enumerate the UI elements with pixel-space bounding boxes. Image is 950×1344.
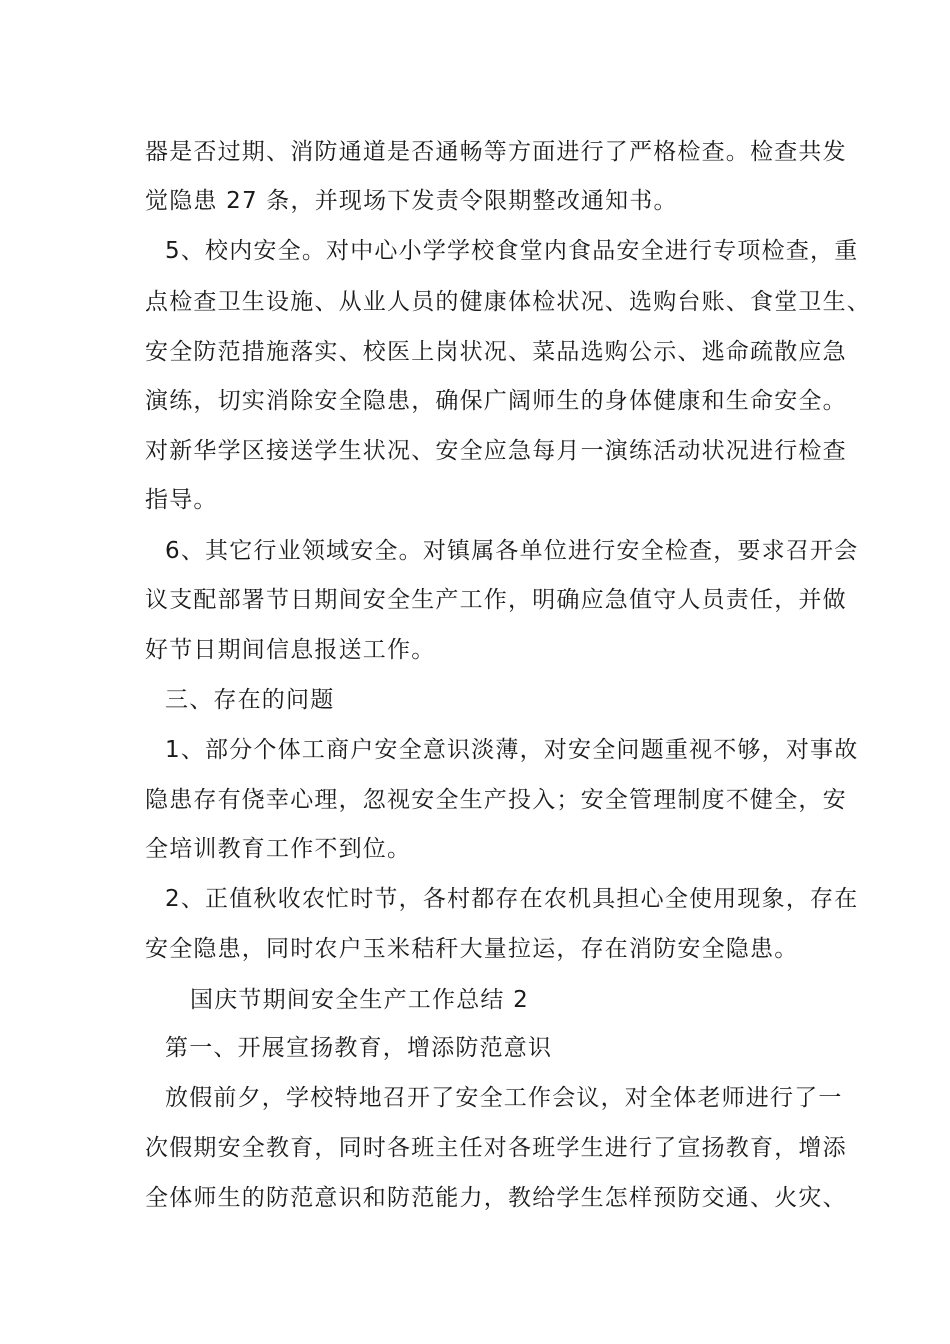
- body-text-line: 全体师生的防范意识和防范能力，教给学生怎样预防交通、火灾、: [145, 1185, 847, 1211]
- body-text-line: 觉隐患 27 条，并现场下发责令限期整改通知书。: [145, 188, 678, 214]
- body-text-line: 议支配部署节日期间安全生产工作，明确应急值守人员责任，并做: [145, 587, 847, 613]
- problem-2-first-line: 2、正值秋收农忙时节，各村都存在农机具担心全使用现象，存在: [165, 886, 859, 912]
- body-text-line: 安全隐患，同时农户玉米秸秆大量拉运，存在消防安全隐患。: [145, 936, 799, 962]
- body-text-line: 次假期安全教育，同时各班主任对各班学生进行了宣扬教育，增添: [145, 1135, 847, 1161]
- paragraph-first-line: 放假前夕，学校特地召开了安全工作会议，对全体老师进行了一: [165, 1085, 843, 1111]
- section-heading: 三、存在的问题: [165, 687, 335, 713]
- paragraph-5-first-line: 5、校内安全。对中心小学学校食堂内食品安全进行专项检查，重: [165, 238, 859, 264]
- sub-heading: 第一、开展宣扬教育，增添防范意识: [165, 1035, 553, 1061]
- problem-1-first-line: 1、部分个体工商户安全意识淡薄，对安全问题重视不够，对事故: [165, 737, 859, 763]
- body-text-line: 对新华学区接送学生状况、安全应急每月一演练活动状况进行检查: [145, 438, 847, 464]
- document-title: 国庆节期间安全生产工作总结 2: [190, 987, 529, 1013]
- body-text-line: 指导。: [145, 487, 218, 513]
- body-text-line: 点检查卫生设施、从业人员的健康体检状况、选购台账、食堂卫生、: [145, 289, 871, 315]
- body-text-line: 演练，切实消除安全隐患，确保广阔师生的身体健康和生命安全。: [145, 388, 847, 414]
- body-text-line: 器是否过期、消防通道是否通畅等方面进行了严格检查。检查共发: [145, 139, 847, 165]
- body-text-line: 好节日期间信息报送工作。: [145, 637, 436, 663]
- body-text-line: 隐患存有侥幸心理，忽视安全生产投入；安全管理制度不健全，安: [145, 787, 847, 813]
- paragraph-6-first-line: 6、其它行业领域安全。对镇属各单位进行安全检查，要求召开会: [165, 538, 859, 564]
- body-text-line: 安全防范措施落实、校医上岗状况、菜品选购公示、逃命疏散应急: [145, 339, 847, 365]
- body-text-line: 全培训教育工作不到位。: [145, 836, 412, 862]
